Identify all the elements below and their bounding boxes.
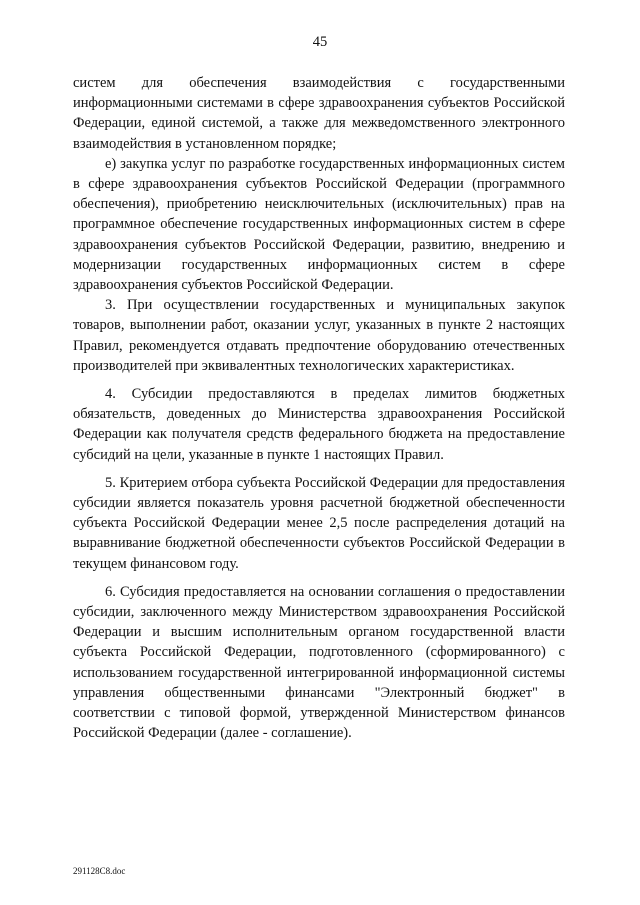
paragraph-5: 5. Критерием отбора субъекта Российской Федерации для предоставления субсидии является показатель уровня расчетной бюджетной обеспеченности субъекта Российской Федерации менее 2,5 после распределения дотаций на выравнивание бюджетной обеспеченности субъектов Российской Федерации в текущем финансовом году. [73,474,565,572]
document-body [73,73,565,744]
document-file-code: 291128C8.doc [73,866,126,876]
paragraph-continuation: систем для обеспечения взаимодействия с государственными информационными системами в сфере здравоохранения субъектов Российской Федерации, единой системой, а также для межведомственного электронного взаимодействия в установленном порядке; [73,75,565,152]
paragraph-3: 3. При осуществлении государственных и муниципальных закупок товаров, выполнении работ, оказании услуг, указанных в пункте 2 настоящих Правил, рекомендуется отдавать предпочтение оборудованию отечественных производителей при эквивалентных технологических характеристиках. [73,297,565,374]
paragraph-6: 6. Субсидия предоставляется на основании соглашения о предоставлении субсидии, заключенного между Министерством здравоохранения Российской Федерации и высшим исполнительным органом государственной власти субъекта Российской Федерации, подготовленного (сформированного) с использованием государственной интегрированной информационной системы управления общественными финансами "Электронный бюджет" в соответствии с типовой формой, утвержденной Министерством финансов Российской Федерации (далее - соглашение). [73,583,565,742]
page-number: 45 [312,34,328,50]
paragraph-item-e: е) закупка услуг по разработке государственных информационных систем в сфере здравоохранения субъектов Российской Федерации (программного обеспечения), приобретению неисключительных (исключительных) прав на программное обеспечение государственных информационных систем в сфере здравоохранения субъектов Российской Федерации, развитию, внедрению и модернизации государственных информационных систем в сфере здравоохранения субъектов Российской Федерации. [73,155,565,294]
paragraph-4: 4. Субсидии предоставляются в пределах лимитов бюджетных обязательств, доведенных до Министерства здравоохранения Российской Федерации как получателя средств федерального бюджета на предоставление субсидий на цели, указанные в пункте 1 настоящих Правил. [73,386,565,463]
